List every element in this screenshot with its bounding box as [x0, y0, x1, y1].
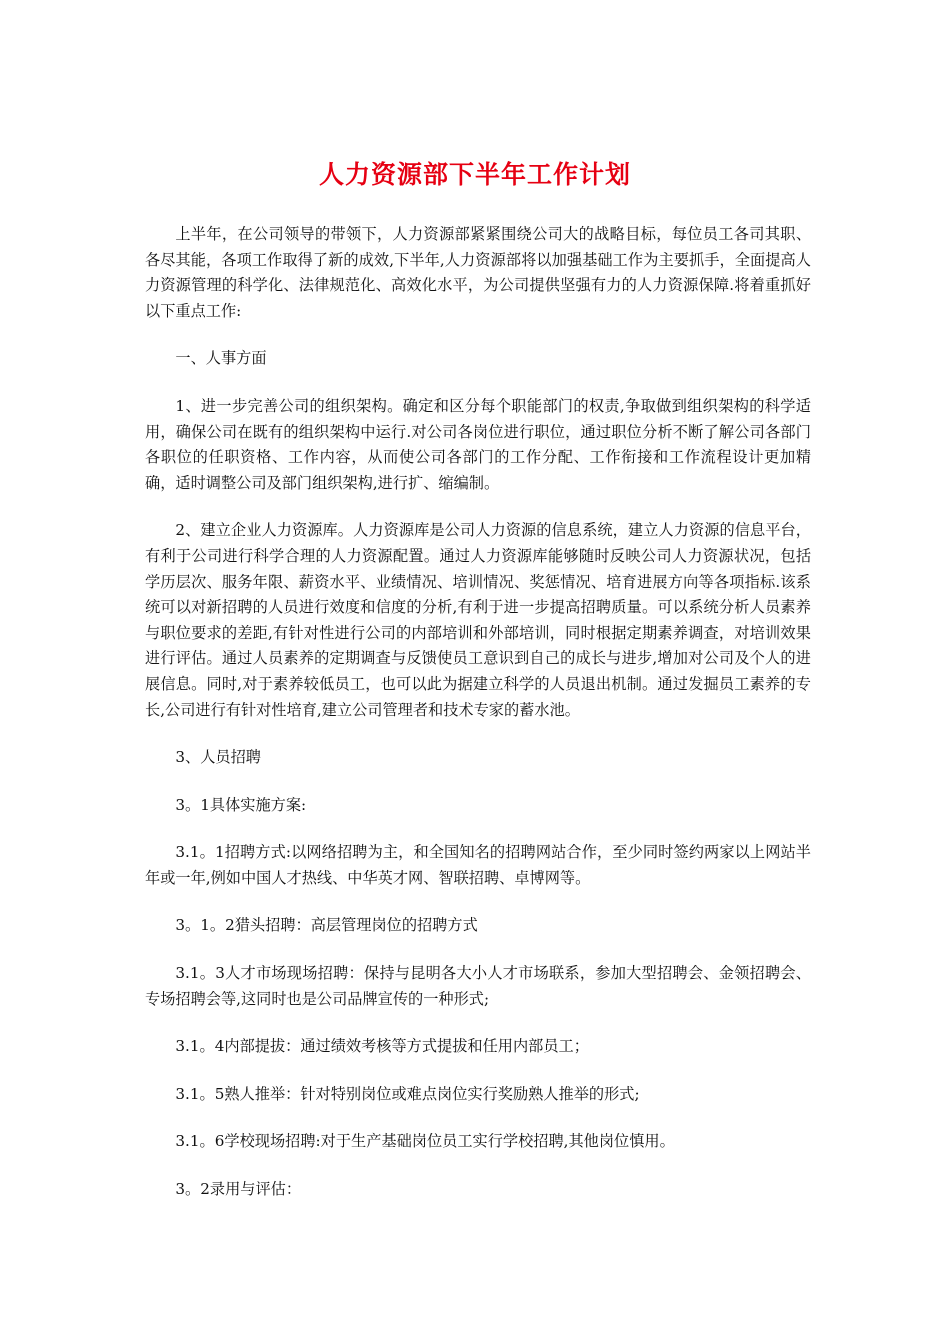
subheading-implementation-plan: 3。1具体实施方案: [175, 795, 307, 814]
subheading-hiring-evaluation: 3。2录用与评估： [175, 1180, 302, 1199]
paragraph-hr-database: 2、建立企业人力资源库。人力资源库是公司人力资源的信息系统，建立人力资源的信息平台，有利于公司进行科学合理的人力资源配置。通过人力资源库能够随时反映公司人力资源状况，包括学历层次、服务年限、薪资水平、业绩情况、培训情况、奖惩情况、培育进展方向等各项指标.该系统可以对新招聘的人员进行效度和信度的分析,有利于进一步提高招聘质量。可以系统分析人员素养与职位要求的差距,有针对性进行公司的内部培训和外部培训，同时根据定期素养调查，对培训效果进行评估。通过人员素养的定期调查与反馈使员工意识到自己的成长与进步,增加对公司及个人的进展信息。同时,对于素养较低员工，也可以此为据建立科学的人员退出机制。通过发掘员工素养的专长,公司进行有针对性培育,建立公司管理者和技术专家的蓄水池。 [145, 521, 811, 719]
document-body [145, 222, 811, 1225]
paragraph-headhunter-recruitment: 3。1。2猎头招聘：高层管理岗位的招聘方式 [175, 916, 478, 935]
section-heading-recruitment: 3、人员招聘 [175, 748, 261, 767]
paragraph-intro: 上半年，在公司领导的带领下，人力资源部紧紧围绕公司大的战略目标，每位员工各司其职、各尽其能，各项工作取得了新的成效,下半年,人力资源部将以加强基础工作为主要抓手，全面提高人力资源管理的科学化、法律规范化、高效化水平，为公司提供坚强有力的人力资源保障.将着重抓好以下重点工作: [145, 225, 811, 320]
paragraph-org-structure: 1、进一步完善公司的组织架构。确定和区分每个职能部门的权责,争取做到组织架构的科学适用，确保公司在既有的组织架构中运行.对公司各岗位进行职位，通过职位分析不断了解公司各部门各职位的任职资格、工作内容，从而使公司各部门的工作分配、工作衔接和工作流程设计更加精确，适时调整公司及部门组织架构,进行扩、缩编制。 [145, 396, 811, 492]
paragraph-campus-recruitment: 3.1。6学校现场招聘:对于生产基础岗位员工实行学校招聘,其他岗位慎用。 [175, 1132, 675, 1151]
paragraph-job-fair-recruitment: 3.1。3人才市场现场招聘：保持与昆明各大小人才市场联系，参加大型招聘会、金领招聘会、专场招聘会等,这同时也是公司品牌宣传的一种形式; [145, 964, 811, 1008]
paragraph-referral: 3.1。5熟人推举：针对特别岗位或难点岗位实行奖励熟人推举的形式; [175, 1084, 640, 1103]
document-title: 人力资源部下半年工作计划 [318, 160, 631, 189]
section-heading-personnel: 一、人事方面 [175, 349, 267, 368]
paragraph-internal-promotion: 3.1。4内部提拔：通过绩效考核等方式提拔和任用内部员工； [175, 1037, 589, 1056]
paragraph-online-recruitment: 3.1。1招聘方式:以网络招聘为主，和全国知名的招聘网站合作，至少同时签约两家以上网站半年或一年,例如中国人才热线、中华英才网、智联招聘、卓博网等。 [145, 843, 811, 887]
